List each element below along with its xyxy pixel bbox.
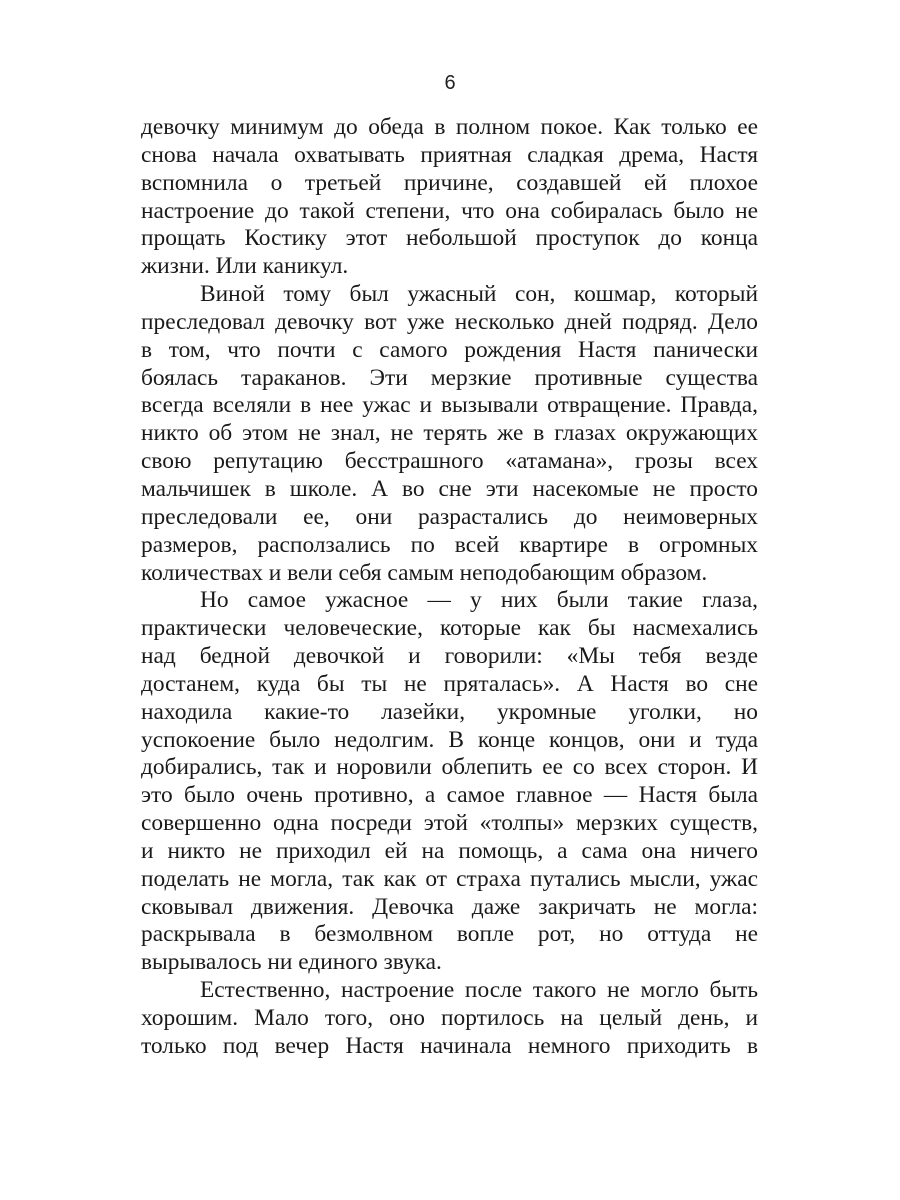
text-line: преследовали ее, они разрастались до неимоверных xyxy=(141,503,758,530)
text-line: раскрывала в безмолвном вопле рот, но оттуда не xyxy=(141,921,758,948)
paragraph xyxy=(141,281,758,587)
paragraph xyxy=(141,114,758,281)
text-line: вырывалось ни единого звука. xyxy=(141,949,442,976)
text-line: Естественно, настроение после такого не могло быть xyxy=(200,977,758,1004)
text-line: находила какие-то лазейки, укромные уголки, но xyxy=(141,698,758,725)
page-number: 6 xyxy=(444,72,456,94)
text-line: это было очень противно, а самое главное — Настя была xyxy=(141,782,758,809)
text-line: настроение до такой степени, что она собиралась было не xyxy=(141,197,758,224)
text-line: размеров, расползались по всей квартире в огромных xyxy=(141,531,758,558)
paragraph xyxy=(141,587,758,977)
text-line: и никто не приходил ей на помощь, а сама она ничего xyxy=(141,837,758,864)
text-line: количествах и вели себя самым неподобающим образом. xyxy=(141,559,708,586)
text-line: девочку минимум до обеда в полном покое. Как только ее xyxy=(141,114,758,140)
text-line: поделать не могла, так как от страха путались мысли, ужас xyxy=(141,865,758,892)
text-line: преследовал девочку вот уже несколько дней подряд. Дело xyxy=(141,308,758,335)
text-line: вспомнила о третьей причине, создавшей ей плохое xyxy=(141,169,758,196)
text-line: совершенно одна посреди этой «толпы» мерзких существ, xyxy=(141,810,758,837)
text-line: в том, что почти с самого рождения Настя панически xyxy=(141,336,758,363)
text-line: сковывал движения. Девочка даже закричать не могла: xyxy=(141,893,758,920)
text-line: никто об этом не знал, не терять же в глазах окружающих xyxy=(141,420,758,447)
text-line: свою репутацию бесстрашного «атамана», грозы всех xyxy=(141,448,758,475)
text-line: над бедной девочкой и говорили: «Мы тебя везде xyxy=(141,643,758,670)
text-line: прощать Костику этот небольшой проступок до конца xyxy=(141,225,758,252)
text-body xyxy=(141,114,758,1061)
text-line: жизни. Или каникул. xyxy=(141,253,349,280)
text-line: хорошим. Мало того, оно портилось на целый день, и xyxy=(141,1005,758,1031)
text-line: мальчишек в школе. А во сне эти насекомые не просто xyxy=(141,475,758,502)
text-line: практически человеческие, которые как бы насмехались xyxy=(141,615,758,642)
text-line: достанем, куда бы ты не пряталась». А Настя во сне xyxy=(141,670,758,697)
text-line: Но самое ужасное — у них были такие глаза, xyxy=(200,587,758,614)
text-line: Виной тому был ужасный сон, кошмар, который xyxy=(200,281,758,308)
text-line: боялась тараканов. Эти мерзкие противные существа xyxy=(141,364,758,391)
text-line: добирались, так и норовили облепить ее со всех сторон. И xyxy=(141,754,758,781)
text-line: успокоение было недолгим. В конце концов, они и туда xyxy=(141,726,758,753)
text-line: снова начала охватывать приятная сладкая дрема, Настя xyxy=(141,141,758,168)
paragraph xyxy=(141,977,758,1061)
text-line: всегда вселяли в нее ужас и вызывали отвращение. Правда, xyxy=(141,392,758,419)
text-line: только под вечер Настя начинала немного приходить в xyxy=(141,1032,758,1059)
